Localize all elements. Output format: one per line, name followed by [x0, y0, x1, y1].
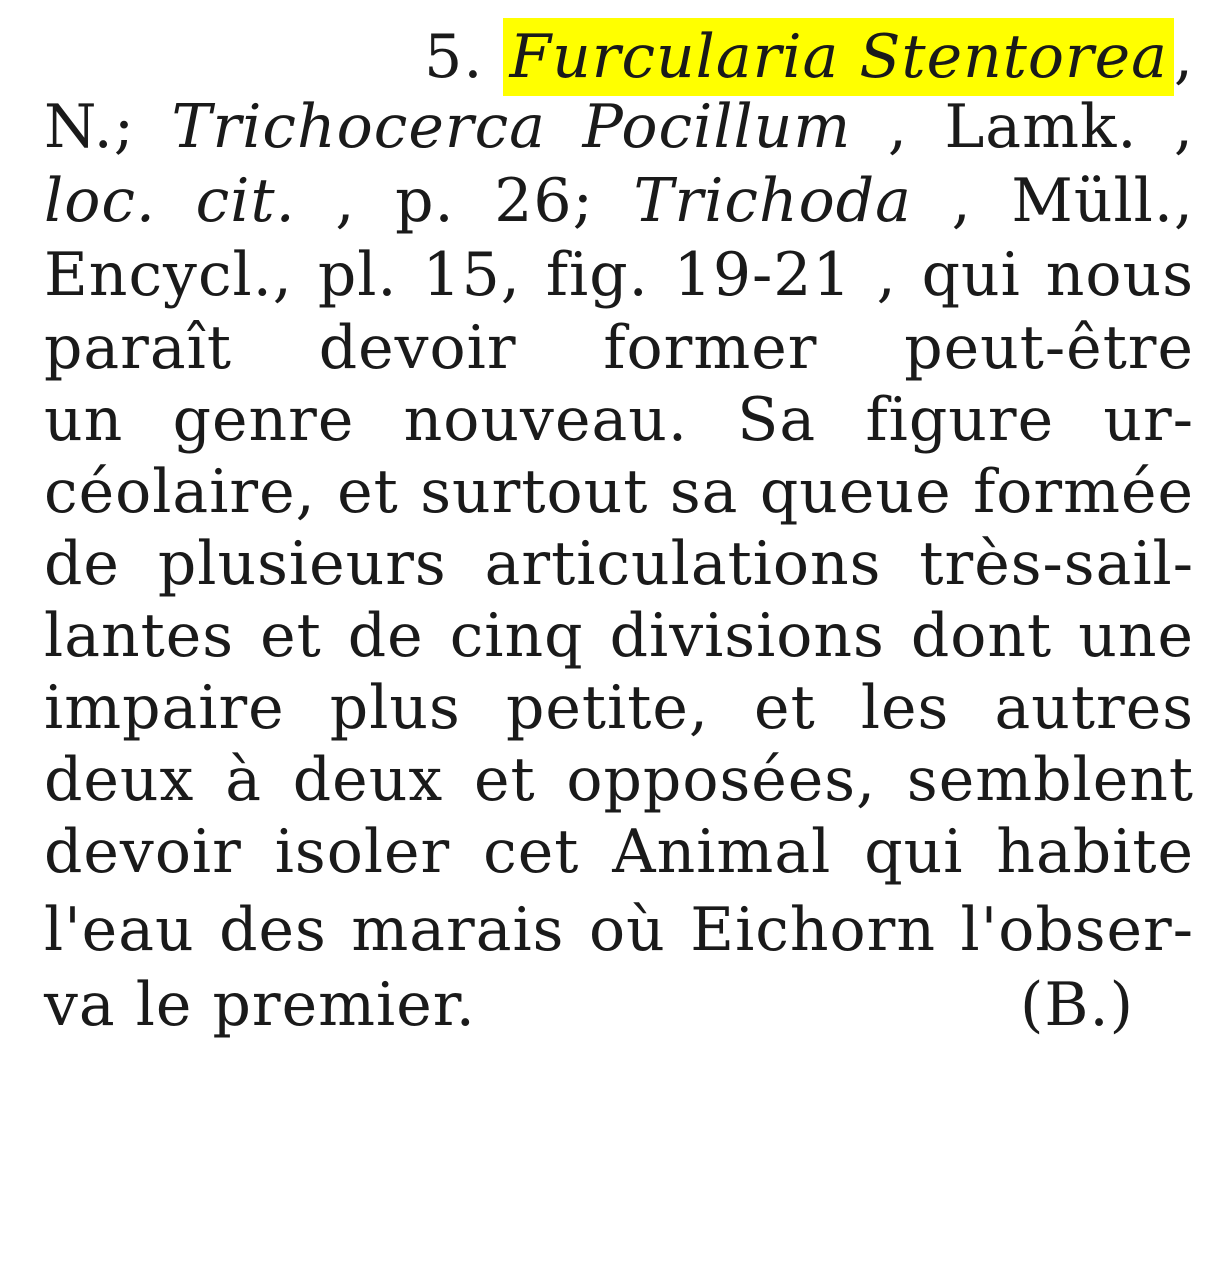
text-line-10: impaire plus petite, et les autres — [44, 673, 1194, 743]
text-line-8: de plusieurs articulations très-sail- — [44, 529, 1194, 599]
text-line-4: Encycl., pl. 15, fig. 19-21 , qui nous — [44, 240, 1194, 310]
text-line-9: lantes et de cinq divisions dont une — [44, 601, 1194, 671]
entry-heading-line: 5. Furcularia Stentorea , — [44, 22, 1194, 92]
synonym-trichocerca: Trichocerca Pocillum — [171, 92, 852, 162]
text-line-3 — [44, 166, 1194, 236]
author-mull: , Müll., — [951, 166, 1195, 236]
text-line-13: l'eau des marais où Eichorn l'obser- — [44, 895, 1194, 965]
author-lamk: , Lamk. , — [887, 92, 1195, 162]
author-abbrev: N.; — [44, 92, 135, 162]
text-line-7: céolaire, et surtout sa queue formée — [44, 457, 1194, 527]
author-signature: (B.) — [1020, 970, 1134, 1040]
text-line-5: paraît devoir former peut-être — [44, 313, 1194, 383]
text-line-2 — [44, 92, 1194, 162]
final-text: va le premier. — [44, 970, 476, 1040]
entry-title: Furcularia Stentorea — [503, 18, 1173, 96]
entry-number: 5. — [424, 22, 484, 92]
text-line-11: deux à deux et opposées, semblent — [44, 745, 1194, 815]
synonym-trichoda: Trichoda — [633, 166, 912, 236]
loc-cit: loc. cit. — [44, 166, 296, 236]
text-line-12: devoir isoler cet Animal qui habite — [44, 817, 1194, 887]
text-line-6: un genre nouveau. Sa figure ur- — [44, 385, 1194, 455]
text-line-14 — [44, 970, 1194, 1040]
page-ref: , p. 26; — [335, 166, 594, 236]
